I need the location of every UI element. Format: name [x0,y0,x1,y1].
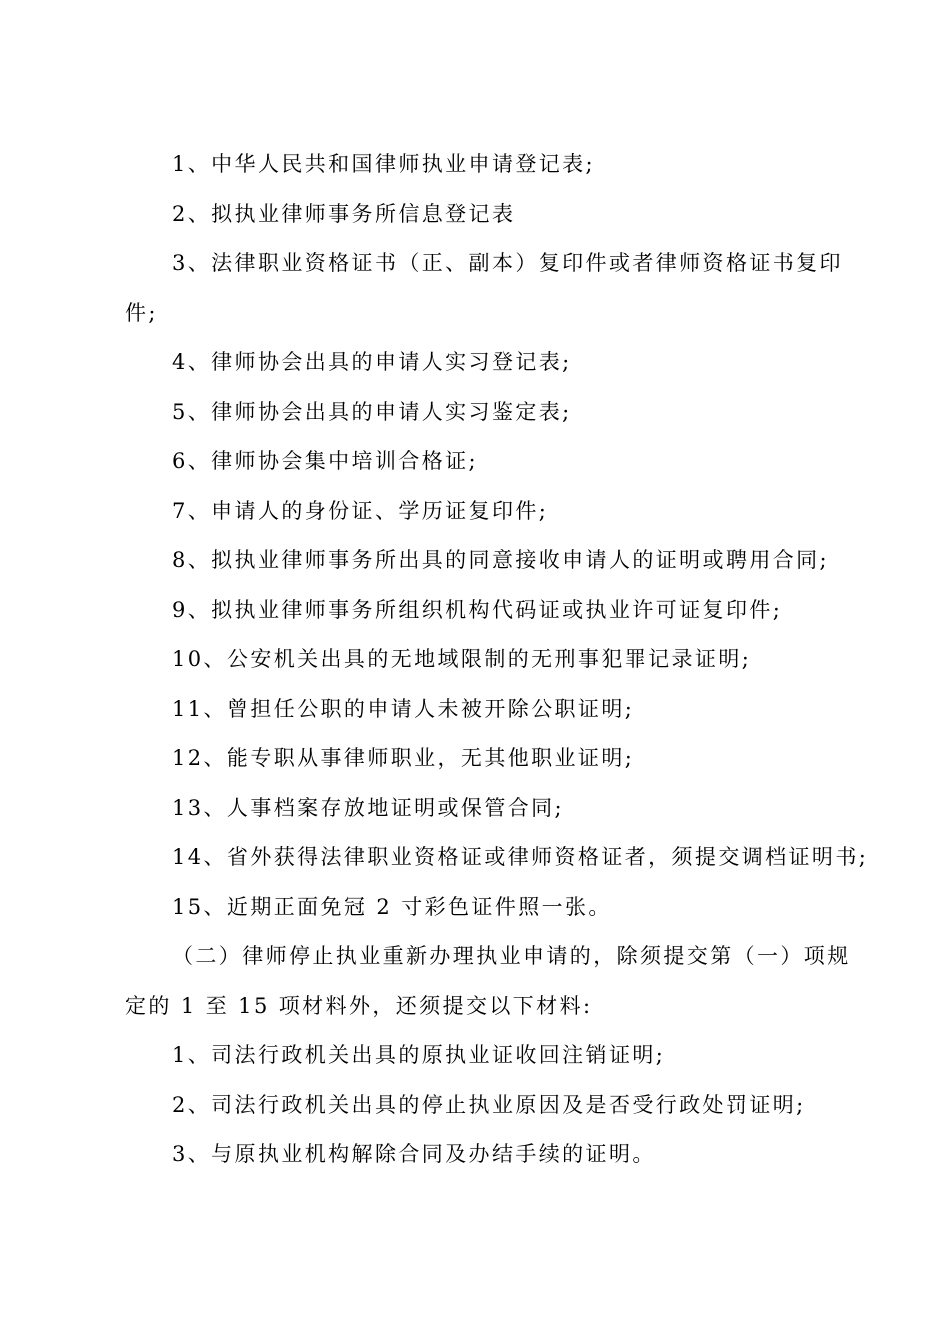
list-item-5: 5、律师协会出具的申请人实习鉴定表; [172,399,572,424]
section-two-heading: （二）律师停止执业重新办理执业申请的，除须提交第（一）项规 [172,944,851,968]
list-item-10: 10、公安机关出具的无地域限制的无刑事犯罪记录证明; [172,647,752,671]
list-item-3-continuation: 件; [125,300,158,325]
list-item-1: 1、中华人民共和国律师执业申请登记表; [172,152,596,176]
list-item-7: 7、申请人的身份证、学历证复印件; [172,498,549,523]
list-item-15: 15、近期正面免冠 2 寸彩色证件照一张。 [172,894,612,919]
section-two-item-2: 2、司法行政机关出具的停止执业原因及是否受行政处罚证明; [172,1092,806,1117]
list-item-6: 6、律师协会集中培训合格证; [172,449,479,473]
section-two-item-1: 1、司法行政机关出具的原执业证收回注销证明; [172,1043,666,1067]
list-item-8: 8、拟执业律师事务所出具的同意接收申请人的证明或聘用合同; [172,548,830,572]
list-item-13: 13、人事档案存放地证明或保管合同; [172,795,564,820]
section-two-item-3: 3、与原执业机构解除合同及办结手续的证明。 [172,1142,656,1166]
list-item-3: 3、法律职业资格证书（正、副本）复印件或者律师资格证书复印 [172,251,843,275]
list-item-2: 2、拟执业律师事务所信息登记表 [172,201,516,226]
list-item-11: 11、曾担任公职的申请人未被开除公职证明; [172,696,635,721]
list-item-9: 9、拟执业律师事务所组织机构代码证或执业许可证复印件; [172,597,783,622]
list-item-14: 14、省外获得法律职业资格证或律师资格证者，须提交调档证明书; [172,845,869,869]
list-item-4: 4、律师协会出具的申请人实习登记表; [172,350,572,374]
list-item-12: 12、能专职从事律师职业，无其他职业证明; [172,746,635,770]
section-two-heading-continuation: 定的 1 至 15 项材料外，还须提交以下材料: [125,993,593,1018]
document-body [125,140,869,1180]
